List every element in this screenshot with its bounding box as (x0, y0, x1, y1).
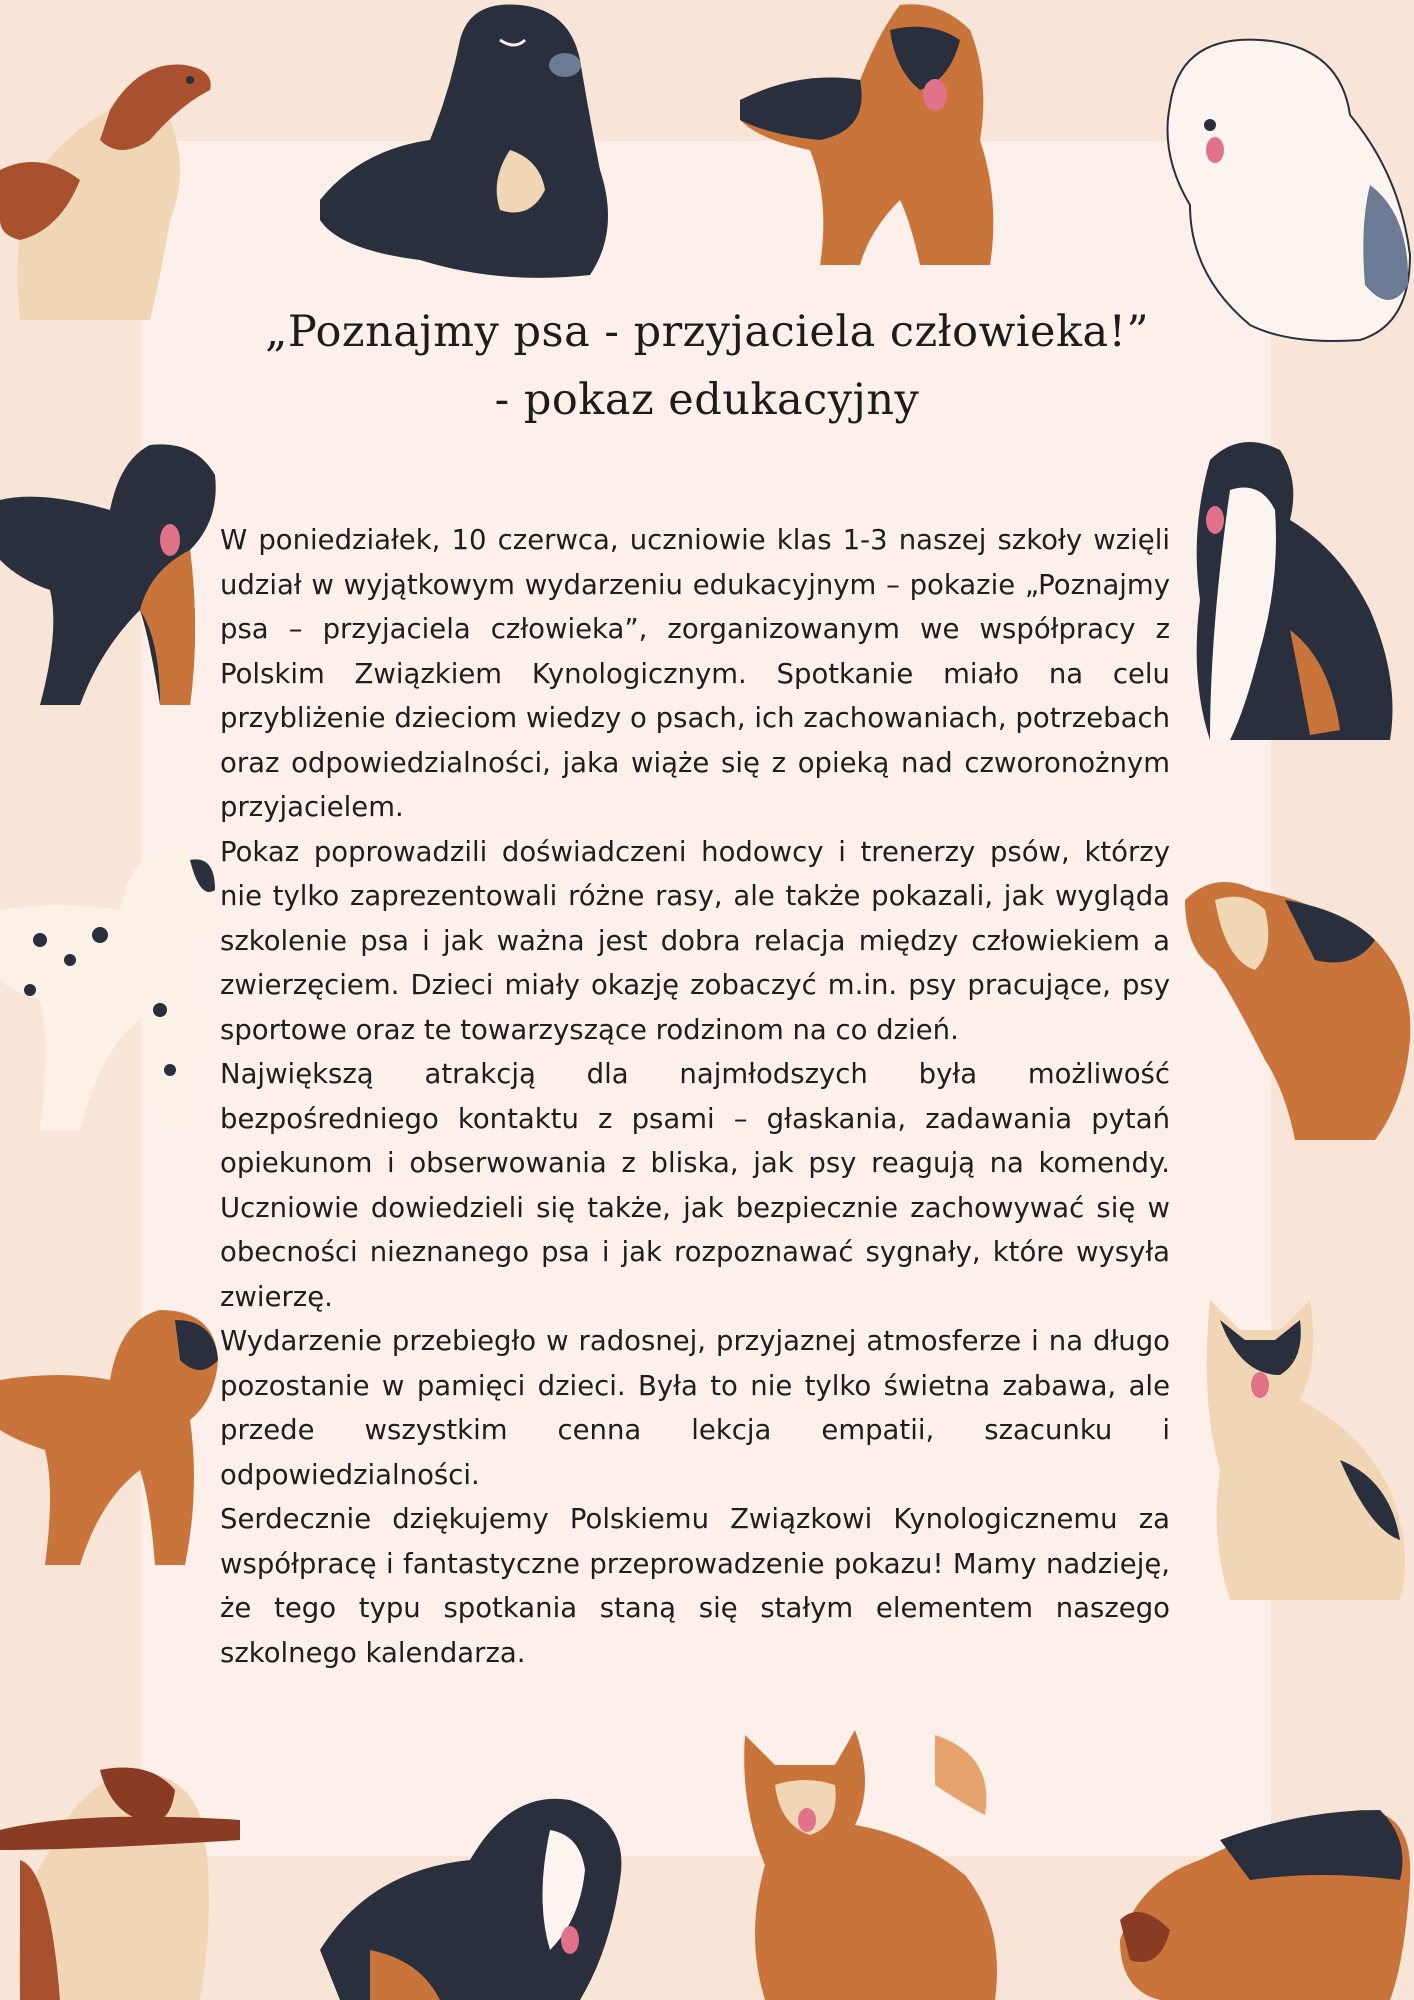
st-bernard-illustration (0, 1710, 250, 2000)
bloodhound-illustration (1100, 1760, 1414, 2000)
husky-illustration (1190, 1280, 1414, 1610)
paragraph: Wydarzenie przebiegło w radosnej, przyjaznej atmosferze i na długo pozostanie w pamięci dzieci. Była to nie tylko świetna zabawa, ale przede wszystkim cenna lekcja empatii, szacunku i odpowiedzialności. (220, 1325, 1170, 1491)
shepherd-mix-illustration (1175, 840, 1414, 1150)
akita-illustration (735, 1715, 1015, 2000)
sheepdog-illustration (1140, 25, 1414, 345)
article-body (220, 518, 1170, 1675)
german-shepherd-illustration (720, 0, 1020, 280)
title-line-1: „Poznajmy psa - przyjaciela człowieka!” (265, 307, 1149, 357)
collie-dog-illustration (0, 20, 230, 340)
article-title (0, 298, 1414, 434)
paragraph: W poniedziałek, 10 czerwca, uczniowie klas 1-3 naszej szkoły wzięli udział w wyjątkowym wydarzeniu edukacyjnym – pokazie „Poznajmy psa – przyjaciela człowieka”, zorganizowanym we współpracy z Polskim Związkiem Kynologicznym. Spotkanie miało na celu przybliżenie dzieciom wiedzy o psach, ich zachowaniach, potrzebach oraz odpowiedzialności, jaka wiąże się z opieką nad czworonożnym przyjacielem. (220, 524, 1170, 823)
paragraph: Największą atrakcją dla najmłodszych była możliwość bezpośredniego kontaktu z psami – głaskania, zadawania pytań opiekunom i obserwowania z bliska, jak psy reagują na komendy. Uczniowie dowiedzieli się także, jak bezpiecznie zachowywać się w obecności nieznanego psa i jak rozpoznawać sygnały, które wysyła zwierzę. (220, 1058, 1170, 1313)
bernese-puppy-illustration (310, 1750, 640, 2000)
mastiff-illustration (0, 1280, 230, 1580)
rottweiler-illustration (0, 400, 220, 720)
paragraph: Serdecznie dziękujemy Polskiemu Związkowi Kynologicznemu za współpracę i fantastyczne przeprowadzenie pokazu! Mamy nadzieję, że tego typu spotkania staną się stałym elementem naszego szkolnego kalendarza. (220, 1503, 1170, 1669)
dalmatian-illustration (0, 820, 220, 1140)
black-dog-illustration (300, 0, 640, 290)
title-line-2: - pokaz edukacyjny (494, 375, 920, 425)
bernese-dog-illustration (1170, 430, 1414, 750)
paragraph: Pokaz poprowadzili doświadczeni hodowcy i trenerzy psów, którzy nie tylko zaprezentowali różne rasy, ale także pokazali, jak wygląda szkolenie psa i jak ważna jest dobra relacja między człowiekiem a zwierzęciem. Dzieci miały okazję zobaczyć m.in. psy pracujące, psy sportowe oraz te towarzyszące rodzinom na co dzień. (220, 835, 1170, 1046)
